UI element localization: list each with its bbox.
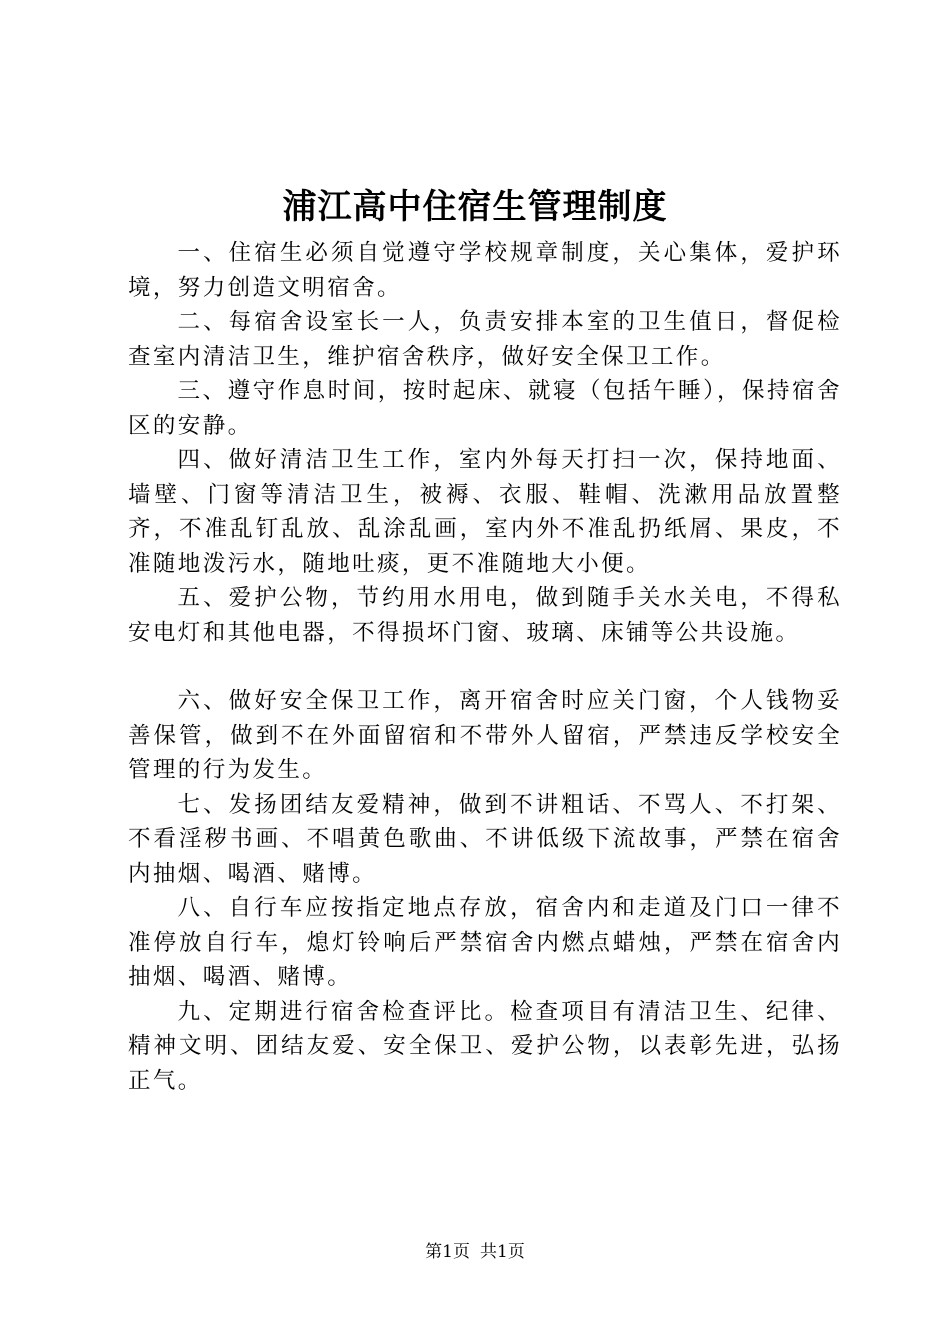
paragraph-3: 三、遵守作息时间，按时起床、就寝（包括午睡），保持宿舍区的安静。 — [128, 378, 842, 439]
page-number-total: 共1页 — [480, 1242, 525, 1262]
document-body — [128, 236, 842, 1098]
paragraph-4: 四、做好清洁卫生工作，室内外每天打扫一次，保持地面、墙壁、门窗等清洁卫生，被褥、衣服、鞋帽、洗漱用品放置整齐，不准乱钉乱放、乱涂乱画，室内外不准乱扔纸屑、果皮，不准随地泼污水，随地吐痰，更不准随地大小便。 — [128, 447, 842, 577]
document-title: 浦江高中住宿生管理制度 — [282, 187, 668, 227]
paragraph-5: 五、爱护公物，节约用水用电，做到随手关水关电，不得私安电灯和其他电器，不得损坏门窗、玻璃、床铺等公共设施。 — [128, 585, 842, 646]
paragraph-9: 九、定期进行宿舍检查评比。检查项目有清洁卫生、纪律、精神文明、团结友爱、安全保卫、爱护公物，以表彰先进，弘扬正气。 — [128, 998, 842, 1094]
paragraph-7: 七、发扬团结友爱精神，做到不讲粗话、不骂人、不打架、不看淫秽书画、不唱黄色歌曲、不讲低级下流故事，严禁在宿舍内抽烟、喝酒、赌博。 — [128, 791, 842, 887]
page-footer — [0, 1240, 950, 1264]
paragraph-2: 二、每宿舍设室长一人，负责安排本室的卫生值日，督促检查室内清洁卫生，维护宿舍秩序，做好安全保卫工作。 — [128, 309, 842, 370]
page-number-current: 第1页 — [425, 1242, 470, 1262]
paragraph-6: 六、做好安全保卫工作，离开宿舍时应关门窗，个人钱物妥善保管，做到不在外面留宿和不带外人留宿，严禁违反学校安全管理的行为发生。 — [128, 688, 842, 783]
paragraph-1: 一、住宿生必须自觉遵守学校规章制度，关心集体，爱护环境，努力创造文明宿舍。 — [128, 240, 842, 301]
paragraph-8: 八、自行车应按指定地点存放，宿舍内和走道及门口一律不准停放自行车，熄灯铃响后严禁宿舍内燃点蜡烛，严禁在宿舍内抽烟、喝酒、赌博。 — [128, 895, 842, 990]
